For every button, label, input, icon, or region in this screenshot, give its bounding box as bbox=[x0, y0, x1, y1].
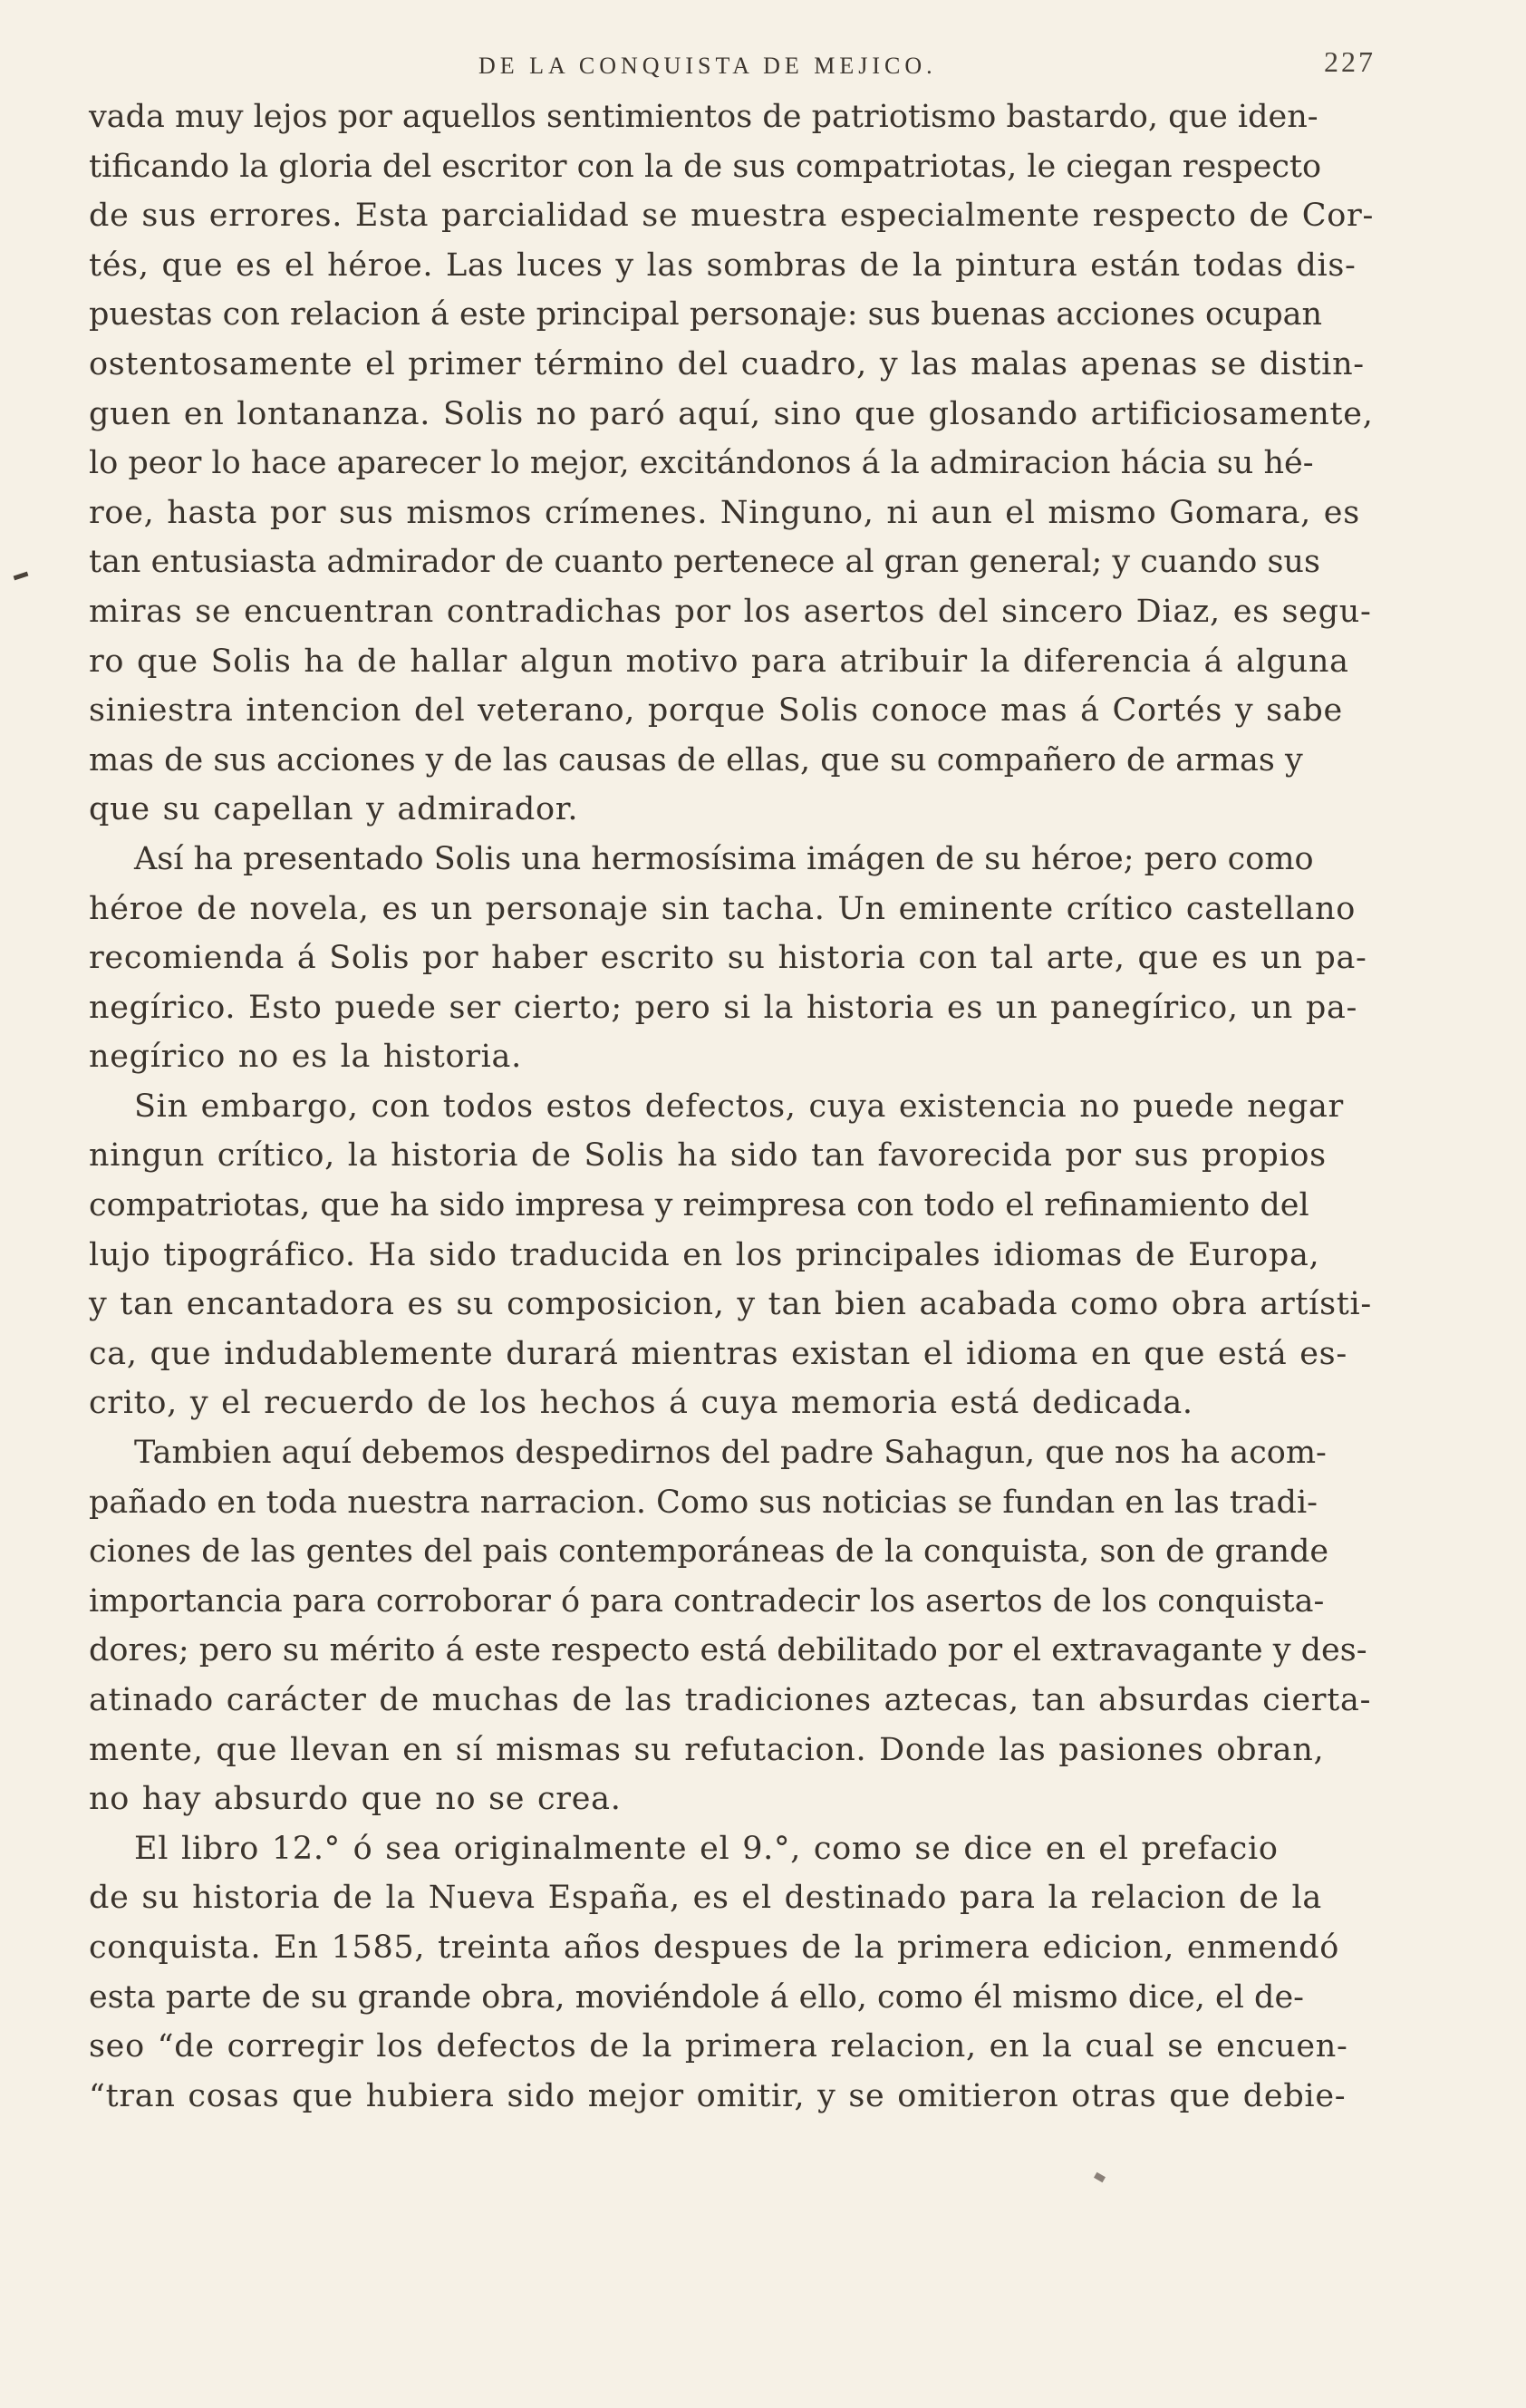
text-line: tificando la gloria del escritor con la de sus compatriotas, le ciegan respecto bbox=[89, 148, 1322, 185]
text-line: atinado carácter de muchas de las tradiciones aztecas, tan absurdas cierta- bbox=[89, 1682, 1372, 1718]
text-line: seo “de corregir los defectos de la primera relacion, en la cual se encuen- bbox=[89, 2028, 1348, 2065]
text-line: siniestra intencion del veterano, porque Solis conoce mas á Cortés y sabe bbox=[89, 692, 1343, 730]
text-line: que su capellan y admirador. bbox=[89, 791, 579, 828]
text-line: importancia para corroborar ó para contradecir los asertos de los conquista- bbox=[89, 1582, 1325, 1620]
text-line: ostentosamente el primer término del cuadro, y las malas apenas se distin- bbox=[89, 345, 1365, 382]
text-line: puestas con relacion á este principal personaje: sus buenas acciones ocupan bbox=[89, 296, 1323, 334]
body-text bbox=[89, 92, 1376, 2121]
text-line: esta parte de su grande obra, moviéndole á ello, como él mismo dice, el de- bbox=[89, 1978, 1304, 2016]
text-line: lo peor lo hace aparecer lo mejor, excitándonos á la admiracion hácia su hé- bbox=[89, 445, 1314, 482]
page-number: 227 bbox=[1324, 45, 1376, 78]
text-line: negírico. Esto puede ser cierto; pero si la historia es un panegírico, un pa- bbox=[89, 989, 1358, 1026]
text-line: conquista. En 1585, treinta años despues de la primera edicion, enmendó bbox=[89, 1929, 1339, 1966]
text-line: guen en lontananza. Solis no paró aquí, sino que glosando artificiosamente, bbox=[89, 395, 1374, 432]
running-title: DE LA CONQUISTA DE MEJICO. bbox=[478, 53, 937, 79]
text-line: negírico no es la historia. bbox=[89, 1039, 522, 1076]
text-line: “tran cosas que hubiera sido mejor omitir, y se omitieron otras que debie- bbox=[89, 2077, 1347, 2114]
text-line: Tambien aquí debemos despedirnos del padre Sahagun, que nos ha acom- bbox=[134, 1435, 1327, 1472]
text-line: tés, que es el héroe. Las luces y las sombras de la pintura están todas dis- bbox=[89, 247, 1357, 284]
text-line: roe, hasta por sus mismos crímenes. Ninguno, ni aun el mismo Gomara, es bbox=[89, 494, 1360, 531]
text-line: de sus errores. Esta parcialidad se muestra especialmente respecto de Cor- bbox=[89, 198, 1374, 235]
text-line: pañado en toda nuestra narracion. Como sus noticias se fundan en las tradi- bbox=[89, 1484, 1318, 1521]
text-line: lujo tipográfico. Ha sido traducida en los principales idiomas de Europa, bbox=[89, 1236, 1320, 1273]
text-line: mente, que llevan en sí mismas su refutacion. Donde las pasiones obran, bbox=[89, 1731, 1325, 1768]
text-line: ca, que indudablemente durará mientras existan el idioma en que está es- bbox=[89, 1335, 1347, 1372]
running-header bbox=[89, 45, 1376, 82]
text-line: El libro 12.° ó sea originalmente el 9.°, como se dice en el prefacio bbox=[134, 1830, 1279, 1867]
margin-ink-mark bbox=[14, 572, 29, 581]
text-line: compatriotas, que ha sido impresa y reimpresa con todo el refinamiento del bbox=[89, 1187, 1309, 1224]
text-line: no hay absurdo que no se crea. bbox=[89, 1781, 622, 1818]
text-line: Así ha presentado Solis una hermosísima imágen de su héroe; pero como bbox=[134, 840, 1314, 877]
text-line: dores; pero su mérito á este respecto está debilitado por el extravagante y des- bbox=[89, 1632, 1367, 1669]
text-line: de su historia de la Nueva España, es el destinado para la relacion de la bbox=[89, 1880, 1322, 1917]
text-line: miras se encuentran contradichas por los asertos del sincero Diaz, es segu- bbox=[89, 593, 1372, 630]
text-line: ro que Solis ha de hallar algun motivo para atribuir la diferencia á alguna bbox=[89, 643, 1349, 680]
text-line: vada muy lejos por aquellos sentimientos de patriotismo bastardo, que iden- bbox=[89, 99, 1318, 135]
text-line: recomienda á Solis por haber escrito su historia con tal arte, que es un pa- bbox=[89, 940, 1367, 977]
text-line: crito, y el recuerdo de los hechos á cuya memoria está dedicada. bbox=[89, 1385, 1193, 1422]
text-line: ciones de las gentes del pais contemporáneas de la conquista, son de grande bbox=[89, 1533, 1329, 1571]
text-line: ningun crítico, la historia de Solis ha sido tan favorecida por sus propios bbox=[89, 1137, 1327, 1175]
text-line: Sin embargo, con todos estos defectos, cuya existencia no puede negar bbox=[134, 1088, 1344, 1125]
text-line: héroe de novela, es un personaje sin tacha. Un eminente crítico castellano bbox=[89, 890, 1356, 927]
stray-ink-mark bbox=[1094, 2172, 1106, 2183]
text-line: tan entusiasta admirador de cuanto pertenece al gran general; y cuando sus bbox=[89, 544, 1320, 581]
text-line: mas de sus acciones y de las causas de ellas, que su compañero de armas y bbox=[89, 741, 1303, 778]
text-line: y tan encantadora es su composicion, y tan bien acabada como obra artísti- bbox=[89, 1286, 1372, 1323]
